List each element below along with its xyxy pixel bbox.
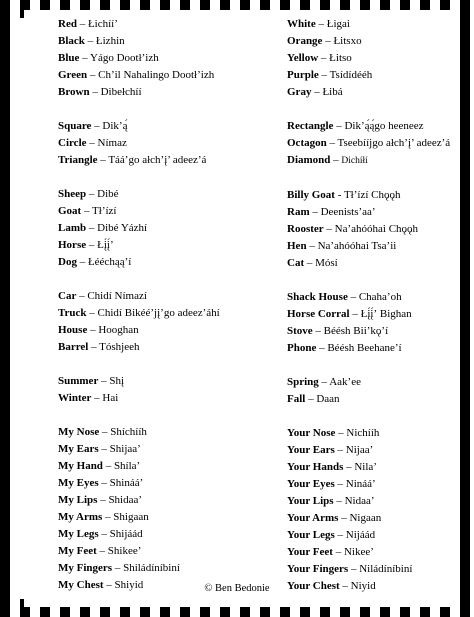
english-term: Black (58, 35, 85, 47)
navajo-term: Dibełchíí (100, 86, 142, 98)
vocab-entry (58, 475, 268, 492)
english-term: Winter (58, 392, 92, 404)
navajo-term: Łitso (329, 52, 352, 64)
english-term: Your Hands (287, 461, 344, 473)
vocab-entry (58, 33, 268, 50)
vocab-entry (58, 339, 268, 356)
english-term: Dog (58, 256, 77, 268)
vocab-group (58, 424, 268, 594)
english-term: Fall (287, 393, 306, 405)
separator: – (84, 35, 96, 47)
english-term: Truck (58, 307, 87, 319)
navajo-term: Tseebííjgo ałch’į’ adeez’á (337, 137, 451, 149)
vocab-entry (287, 459, 467, 476)
english-term: Lamb (58, 222, 87, 234)
english-term: My Ears (58, 443, 99, 455)
vocab-entry (287, 221, 467, 238)
english-term: Diamond (287, 154, 331, 166)
navajo-term: Nigaan (349, 512, 382, 524)
separator: – (86, 188, 98, 200)
separator: – (343, 461, 355, 473)
vocab-entry (287, 152, 467, 170)
vocab-group (58, 186, 268, 271)
navajo-term: Yágo Dootłʼizh (90, 52, 159, 64)
vocab-entry (287, 238, 467, 255)
separator: – (76, 18, 88, 30)
vocab-entry (58, 390, 268, 407)
english-term: Your Fingers (287, 563, 349, 575)
navajo-term: Łigai (326, 18, 350, 30)
separator: – (112, 562, 124, 574)
separator: – (98, 443, 110, 455)
vocab-group (287, 374, 467, 408)
vocab-entry (58, 373, 268, 390)
separator: – (338, 512, 350, 524)
navajo-term: Nikee’ (343, 546, 374, 558)
english-term: My Fingers (58, 562, 113, 574)
vocab-entry (58, 16, 268, 33)
english-term: Goat (58, 205, 82, 217)
navajo-term: Shináá’ (109, 477, 144, 489)
vocab-entry (287, 306, 467, 323)
english-term: Brown (58, 86, 90, 98)
separator: – (315, 18, 327, 30)
separator: – (103, 579, 115, 591)
navajo-term: Dikʼą́ą́go heeneez (344, 120, 424, 132)
separator: – (89, 86, 101, 98)
english-term: Green (58, 69, 88, 81)
english-term: My Eyes (58, 477, 99, 489)
separator: – (349, 308, 361, 320)
navajo-term: Shíchííh (110, 426, 147, 438)
vocab-entry (287, 50, 467, 67)
separator: – (322, 35, 334, 47)
separator: – (76, 256, 88, 268)
vocab-entry (287, 442, 467, 459)
english-term: Spring (287, 376, 319, 388)
separator: – (79, 52, 90, 64)
separator: – (99, 426, 111, 438)
english-term: My Hand (58, 460, 103, 472)
vocab-entry (58, 220, 268, 237)
vocab-entry (58, 424, 268, 441)
separator: – (96, 545, 108, 557)
english-term: My Nose (58, 426, 100, 438)
navajo-term: Chʼil Nahalingo Dootłʼizh (98, 69, 215, 81)
vocab-entry (287, 493, 467, 510)
vocab-entry (58, 526, 268, 543)
separator: – (102, 460, 114, 472)
navajo-term: Shijáád (109, 528, 143, 540)
navajo-term: Łizhin (95, 35, 125, 47)
vocab-entry (287, 135, 467, 152)
separator: – (334, 529, 346, 541)
english-term: Billy Goat (287, 189, 335, 201)
vocab-entry (58, 186, 268, 203)
english-term: Your Lips (287, 495, 334, 507)
english-term: My Arms (58, 511, 103, 523)
separator: - (334, 189, 344, 201)
vocab-group (58, 118, 268, 169)
separator: – (333, 120, 345, 132)
english-term: Square (58, 120, 92, 132)
vocab-entry (58, 288, 268, 305)
separator: – (86, 239, 98, 251)
navajo-term: Łį́į́ʼ (97, 239, 114, 251)
separator: – (81, 205, 93, 217)
english-term: My Chest (58, 579, 104, 591)
english-term: Octagon (287, 137, 327, 149)
english-term: Circle (58, 137, 87, 149)
vocab-group (287, 289, 467, 357)
navajo-term: Na’ahóóhai Chǫǫh (334, 223, 419, 235)
navajo-term: Chidí Bikéé’jį’go adeez’áhí (97, 307, 220, 319)
english-term: Your Legs (287, 529, 335, 541)
separator: – (76, 290, 88, 302)
separator: – (311, 86, 323, 98)
english-term: Rectangle (287, 120, 334, 132)
separator: – (304, 257, 316, 269)
english-term: Barrel (58, 341, 89, 353)
vocab-entry (287, 323, 467, 340)
navajo-term: Shíla’ (113, 460, 141, 472)
separator: – (91, 120, 103, 132)
vocab-entry (287, 84, 467, 101)
separator: – (312, 325, 324, 337)
vocab-entry (58, 492, 268, 509)
separator: – (318, 52, 330, 64)
navajo-term: Łééchąąʼí (87, 256, 132, 268)
navajo-term: Shiyid (114, 579, 144, 591)
navajo-term: Shidaa’ (108, 494, 143, 506)
vocab-group (287, 118, 467, 170)
navajo-term: Dibé (97, 188, 119, 200)
vocab-entry (58, 458, 268, 475)
navajo-term: Łichííʼ (87, 18, 118, 30)
vocab-entry (58, 203, 268, 220)
vocab-entry (287, 67, 467, 84)
navajo-term: Łį́į́ʼ Bighan (360, 308, 412, 320)
separator: – (334, 478, 346, 490)
vocab-group (58, 16, 268, 101)
navajo-term: Hooghan (98, 324, 139, 336)
separator: – (87, 69, 99, 81)
english-term: Your Feet (287, 546, 333, 558)
vocab-entry (287, 289, 467, 306)
vocab-entry (58, 441, 268, 458)
vocab-entry (58, 305, 268, 322)
navajo-term: Tsídídééh (329, 69, 373, 81)
separator: – (97, 154, 109, 166)
separator: – (98, 375, 110, 387)
english-term: Triangle (58, 154, 98, 166)
navajo-term: Dibé Yázhí (97, 222, 148, 234)
separator: – (87, 324, 99, 336)
english-term: Your Ears (287, 444, 335, 456)
navajo-term: Shijaa’ (109, 443, 141, 455)
english-term: Sheep (58, 188, 87, 200)
vocab-group (287, 425, 467, 595)
english-term: Orange (287, 35, 323, 47)
english-term: Horse Corral (287, 308, 350, 320)
navajo-term: Shikee’ (107, 545, 142, 557)
separator: – (97, 494, 109, 506)
navajo-term: Tłʼízí Chǫǫh (343, 189, 401, 201)
vocab-entry (58, 50, 268, 67)
navajo-term: Łitsxo (333, 35, 362, 47)
vocab-group (287, 16, 467, 101)
vocab-entry (287, 476, 467, 493)
navajo-term: Shiládíníbiní (123, 562, 180, 574)
separator: – (334, 444, 346, 456)
vocab-entry (287, 425, 467, 442)
navajo-term: Mósí (315, 257, 338, 269)
navajo-term: Tóshjeeh (99, 341, 140, 353)
vocab-entry (287, 391, 467, 408)
left-column (58, 16, 268, 611)
vocab-entry (287, 544, 467, 561)
separator: – (347, 291, 359, 303)
navajo-term: Aakʼee (329, 376, 361, 388)
vocab-entry (287, 187, 467, 204)
navajo-term: Táá’go ałch’į’ adeez’á (108, 154, 207, 166)
vocab-entry (287, 33, 467, 50)
english-term: Car (58, 290, 77, 302)
english-term: Yellow (287, 52, 319, 64)
navajo-term: Nijáád (345, 529, 376, 541)
separator: – (305, 393, 317, 405)
vocab-entry (287, 374, 467, 391)
english-term: White (287, 18, 316, 30)
navajo-term: Dikʼą́ (102, 120, 128, 132)
separator: – (306, 240, 318, 252)
navajo-term: Niládíníbiní (359, 563, 413, 575)
english-term: Summer (58, 375, 99, 387)
vocab-entry (58, 67, 268, 84)
navajo-term: Deenistsʼaaʼ (320, 206, 376, 218)
vocab-entry (58, 237, 268, 254)
vocab-entry (58, 543, 268, 560)
separator: – (86, 222, 98, 234)
english-term: My Lips (58, 494, 98, 506)
english-term: Your Arms (287, 512, 339, 524)
navajo-term: Daan (316, 393, 340, 405)
english-term: Red (58, 18, 77, 30)
vocab-entry (58, 560, 268, 577)
vocab-entry (287, 527, 467, 544)
separator: – (102, 511, 114, 523)
english-term: Shack House (287, 291, 348, 303)
english-term: Gray (287, 86, 312, 98)
separator: – (86, 137, 98, 149)
navajo-term: Béésh Beehaneʼí (327, 342, 402, 354)
separator: – (323, 223, 335, 235)
separator: – (339, 580, 351, 592)
english-term: Ram (287, 206, 310, 218)
vocab-group (58, 288, 268, 356)
vocab-entry (287, 204, 467, 221)
navajo-term: Nináá’ (345, 478, 376, 490)
separator: – (332, 546, 344, 558)
navajo-term: Hai (102, 392, 119, 404)
vocab-entry (58, 135, 268, 152)
navajo-term: Béésh Bii’kǫʼí (323, 325, 389, 337)
navajo-term: Shigaan (113, 511, 149, 523)
right-column (287, 16, 467, 612)
separator: – (330, 154, 342, 166)
english-term: My Legs (58, 528, 99, 540)
english-term: Your Eyes (287, 478, 335, 490)
english-term: Hen (287, 240, 307, 252)
english-term: Your Chest (287, 580, 340, 592)
separator: – (348, 563, 360, 575)
vocab-entry (58, 152, 268, 169)
english-term: Rooster (287, 223, 324, 235)
english-term: Horse (58, 239, 87, 251)
navajo-term: Nidaa’ (344, 495, 375, 507)
separator: – (98, 477, 110, 489)
english-term: My Feet (58, 545, 97, 557)
copyright-footer: © Ben Bedonie (204, 583, 270, 594)
navajo-term: Dichíłí (341, 156, 368, 166)
separator: – (333, 495, 345, 507)
separator: – (88, 341, 100, 353)
vocab-entry (287, 255, 467, 272)
english-term: Blue (58, 52, 80, 64)
english-term: Your Nose (287, 427, 336, 439)
vocab-entry (287, 16, 467, 33)
navajo-term: Nímaz (97, 137, 127, 149)
vocab-entry (287, 510, 467, 527)
navajo-term: Naʼahóóhai Tsaʼii (317, 240, 397, 252)
separator: – (326, 137, 338, 149)
english-term: House (58, 324, 88, 336)
navajo-term: Nila’ (354, 461, 377, 473)
navajo-term: Nichííh (346, 427, 380, 439)
separator: – (98, 528, 110, 540)
navajo-term: Niyid (350, 580, 376, 592)
vocab-entry (58, 509, 268, 526)
english-term: Cat (287, 257, 305, 269)
english-term: Purple (287, 69, 319, 81)
navajo-term: Łibá (322, 86, 343, 98)
separator: – (335, 427, 347, 439)
english-term: Stove (287, 325, 313, 337)
separator: – (91, 392, 103, 404)
vocab-entry (287, 340, 467, 357)
vocab-entry (287, 561, 467, 578)
separator: – (86, 307, 98, 319)
vocab-entry (58, 322, 268, 339)
vocab-entry (58, 254, 268, 271)
navajo-term: Chaha’oh (358, 291, 402, 303)
navajo-term: Nijaa’ (345, 444, 374, 456)
separator: – (318, 69, 330, 81)
vocab-group (287, 187, 467, 272)
navajo-term: Chidí Nímazí (87, 290, 147, 302)
vocab-entry (58, 84, 268, 101)
separator: – (316, 342, 328, 354)
english-term: Phone (287, 342, 317, 354)
vocab-entry (287, 118, 467, 135)
vocab-group (58, 373, 268, 407)
separator: – (309, 206, 321, 218)
navajo-term: Shį (109, 375, 125, 387)
vocab-entry (58, 118, 268, 135)
navajo-term: Tłʼízí (92, 205, 117, 217)
separator: – (318, 376, 330, 388)
